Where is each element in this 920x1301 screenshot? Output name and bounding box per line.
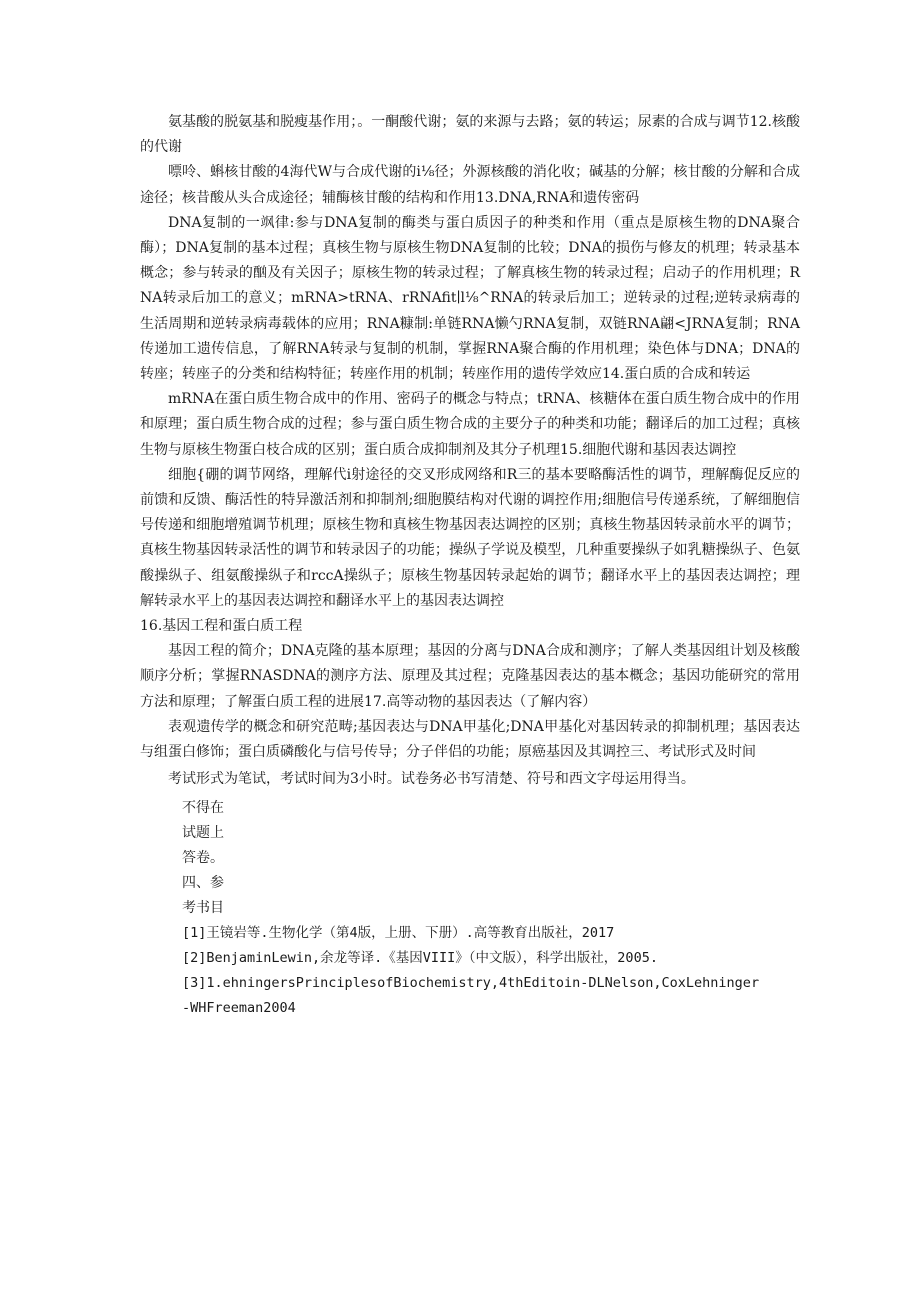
paragraph-epigenetics: 表观遗传学的概念和研究范畴;基因表达与DNA甲基化;DNA甲基化对基因转录的抑制机理；基因表达与组蛋白修饰；蛋白质磷酸化与信号传导；分子伴侣的功能；原癌基因及其调控三、考试形式及时间 (140, 718, 800, 761)
short-line: 答卷。 (182, 850, 224, 867)
short-line: 不得在 (182, 800, 224, 817)
reference-item: [1]王镜岩等.生物化学（第4版，上册、下册）.高等教育出版社，2017 (182, 925, 615, 942)
paragraph-genetic-engineering: 基因工程的简介；DNA克隆的基本原理；基因的分离与DNA合成和测序；了解人类基因组计划及核酸顺序分析；掌握RNASDNA的测序方法、原理及其过程；克隆基因表达的基本概念；基因功能研究的常用方法和原理；了解蛋白质工程的进展17.高等动物的基因表达（了解内容） (140, 643, 800, 710)
paragraph-gene-regulation: 细胞{硼的调节网络，理解代i射途径的交叉形成网络和R三的基本要略酶活性的调节，理解酶促反应的前馈和反馈、酶活性的特异激活剂和抑制剂;细胞膜结构对代谢的调控作用;细胞信号传递系统，了解细胞信号传递和细胞增殖调节机理；原核生物和真核生物基因表达调控的区别；真核生物基因转录前水平的调节；真核生物基因转录活性的调节和转录因子的功能；操纵子学说及模型，几种重要操纵子如乳糖操纵子、色氨酸操纵子、组氨酸操纵子和rccA操纵子；原核生物基因转录起始的调节；翻译水平上的基因表达调控；理解转录水平上的基因表达调控和翻译水平上的基因表达调控 (140, 466, 800, 609)
short-lines-block (182, 796, 800, 921)
reference-item: [3]1.ehningersPrinciplesofBiochemistry,4thEditoin-DLNelson,CoxLehninger (182, 975, 760, 992)
reference-list (182, 921, 800, 1021)
paragraph-nucleotide-metabolism: 嘌呤、蝌核甘酸的4海代W与合成代谢的i⅛径；外源核酸的消化收；碱基的分解；核甘酸的分解和合成途径；核昔酸从头合成途径；辅酶核甘酸的结构和作用13.DNA,RNA和遗传密码 (140, 164, 800, 206)
paragraph-exam-format: 考试形式为笔试，考试时间为3小时。试卷务必书写清楚、符号和西文字母运用得当。 (168, 771, 695, 788)
short-line: 试题上 (182, 825, 224, 842)
paragraph-dna-replication: DNA复制的一飒律:参与DNA复制的酶类与蛋白质因子的种类和作用（重点是原核生物的DNA聚合酶）；DNA复制的基本过程；真核生物与原核生物DNA复制的比较；DNA的损伤与修友的机理；转录基本概念；参与转录的酗及有关因子；原核生物的转录过程；了解真核生物的转录过程；启动子的作用机理；RNA转录后加工的意义；mRNA>tRNA、rRNAfit∣l⅛^RNA的转录后加工；逆转录的过程;逆转录病毒的生活周期和逆转录病毒载体的应用；RNA糠制:单链RNA懒勺RNA复制，双链RNA翩<JRNA复制；RNA传递加工遗传信息，了解RNA转录与复制的机制，掌握RNA聚合酶的作用机理；染色体与DNA；DNA的转座；转座子的分类和结构特征；转座作用的机制；转座作用的遗传学效应14.蛋白质的合成和转运 (140, 214, 800, 383)
short-line: 四、参 (182, 875, 224, 892)
paragraph-amino-acid-metabolism: 氨基酸的脱氨基和脱瘦基作用；。一酮酸代谢；氨的来源与去路；氨的转运；尿素的合成与调节12.核酸的代谢 (140, 114, 800, 156)
reference-item: -WHFreeman2004 (182, 1000, 296, 1017)
section-heading-genetic-engineering: 16.基因工程和蛋白质工程 (140, 618, 303, 635)
paragraph-protein-synthesis: mRNA在蛋白质生物合成中的作用、密码子的概念与特点；tRNA、核糖体在蛋白质生物合成中的作用和原理；蛋白质生物合成的过程；参与蛋白质生物合成的主要分子的种类和功能；翻译后的加工过程；真核生物与原核生物蛋白枝合成的区别；蛋白质合成抑制剂及其分子机理15.细胞代谢和基因表达调控 (140, 391, 800, 458)
short-line: 考书目 (182, 900, 224, 917)
reference-item: [2]BenjaminLewin,余龙等译.《基因VIII》（中文版），科学出版社，2005. (182, 950, 658, 967)
document-body (140, 110, 800, 1021)
